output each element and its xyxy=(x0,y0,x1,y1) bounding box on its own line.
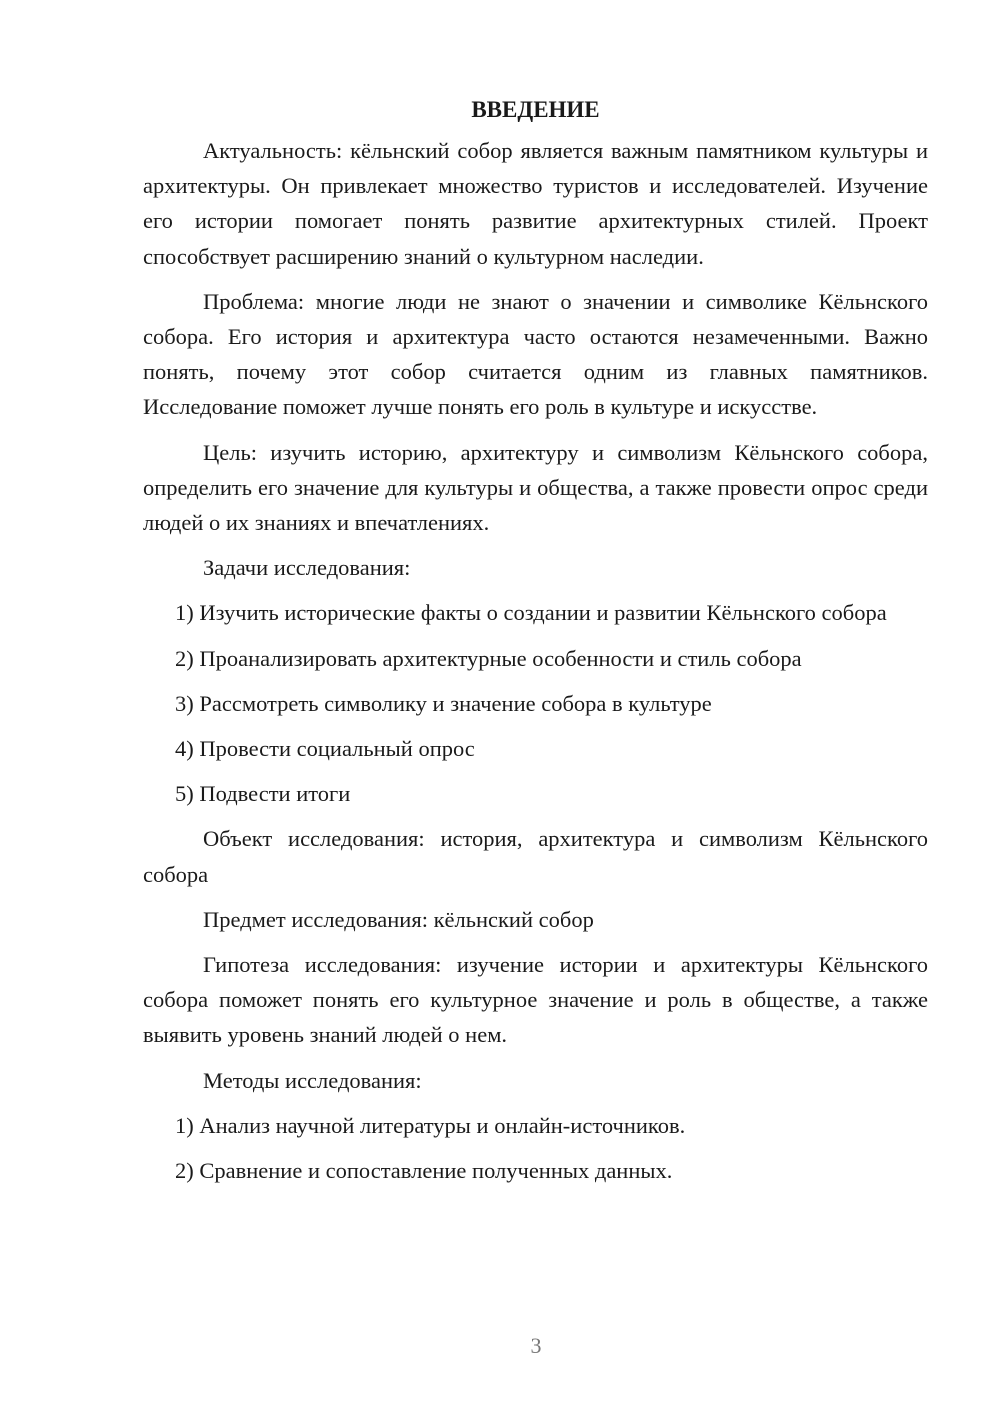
method-item-1: 1) Анализ научной литературы и онлайн-источников. xyxy=(175,1112,686,1138)
paragraph-object: Объект исследования: история, архитектура и символизм Кёльнского собора xyxy=(143,826,928,887)
document-page xyxy=(143,92,928,1198)
paragraph-goal: Цель: изучить историю, архитектуру и символизм Кёльнского собора, определить его значение для культуры и общества, а также провести опрос среди людей о их знаниях и впечатлениях. xyxy=(143,439,928,536)
paragraph-relevance: Актуальность: кёльнский собор является важным памятником культуры и архитектуры. Он привлекает множество туристов и исследователей. Изучение его истории помогает понять развитие архитектурных стилей. Проект способствует расширению знаний о культурном наследии. xyxy=(143,138,928,269)
page-title: ВВЕДЕНИЕ xyxy=(471,97,600,122)
page-number: 3 xyxy=(530,1333,542,1358)
paragraph-problem: Проблема: многие люди не знают о значении и символике Кёльнского собора. Его история и архитектура часто остаются незамеченными. Важно понять, почему этот собор считается одним из главных памятников. Исследование поможет лучше понять его роль в культуре и искусстве. xyxy=(143,288,928,420)
tasks-heading: Задачи исследования: xyxy=(203,555,411,581)
task-item-5: 5) Подвести итоги xyxy=(175,781,351,807)
task-item-4: 4) Провести социальный опрос xyxy=(175,736,475,762)
task-item-3: 3) Рассмотреть символику и значение собора в культуре xyxy=(175,690,712,716)
methods-heading: Методы исследования: xyxy=(203,1067,422,1093)
task-item-1: 1) Изучить исторические факты о создании и развитии Кёльнского собора xyxy=(175,600,887,626)
task-item-2: 2) Проанализировать архитектурные особенности и стиль собора xyxy=(175,645,802,671)
paragraph-hypothesis: Гипотеза исследования: изучение истории и архитектуры Кёльнского собора поможет понять его культурное значение и роль в обществе, а также выявить уровень знаний людей о нем. xyxy=(143,952,928,1048)
paragraph-subject: Предмет исследования: кёльнский собор xyxy=(203,906,594,932)
method-item-2: 2) Сравнение и сопоставление полученных данных. xyxy=(175,1158,673,1184)
